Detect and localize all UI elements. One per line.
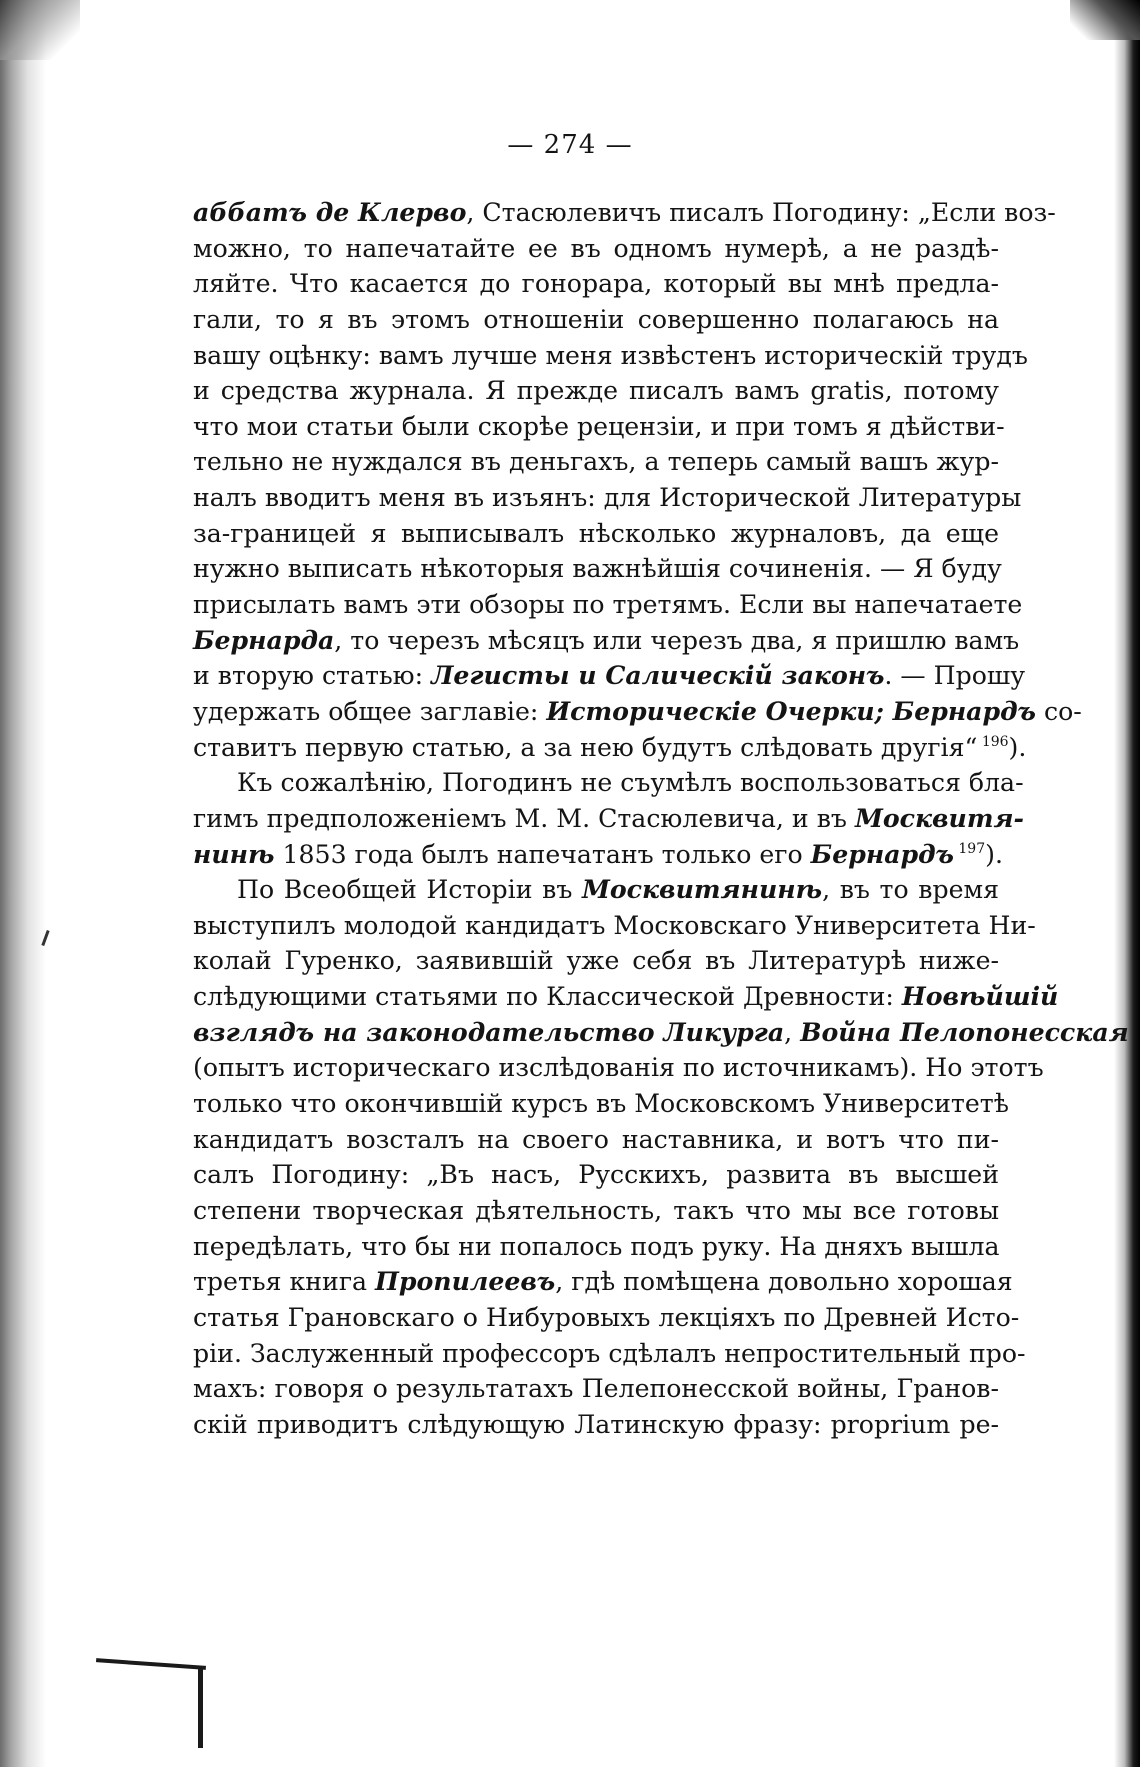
text-line — [193, 765, 1024, 801]
text-line — [193, 373, 999, 409]
text-run: Къ сожалѣнію, Погодинъ не съумѣлъ воспользоваться бла- — [237, 768, 1024, 798]
text-run: . — Прошу — [884, 661, 1026, 691]
text-run: только что окончившій курсъ въ Московскомъ Университетѣ — [193, 1089, 1009, 1119]
text-run: нужно выписать нѣкоторыя важнѣйшія сочиненія. — Я буду — [193, 554, 1002, 584]
text-line — [193, 623, 1020, 659]
scan-bottom-mark-tail — [198, 1668, 203, 1748]
text-line — [193, 266, 999, 302]
paragraph — [193, 872, 1129, 1442]
text-line — [193, 1086, 1009, 1122]
text-run: тельно не нуждался въ деньгахъ, а теперь самый вашъ жур- — [193, 447, 999, 477]
scan-right-edge-shadow — [1114, 0, 1140, 1767]
text-line — [193, 1371, 999, 1407]
text-line — [193, 1336, 1026, 1372]
text-run: колай Гуренко, заявившій уже себя въ Литературѣ ниже- — [193, 946, 999, 976]
text-line — [193, 837, 1003, 873]
paragraph — [193, 195, 1082, 765]
text-run: выступилъ молодой кандидатъ Московскаго Университета Ни- — [193, 910, 1036, 940]
scan-left-edge-shadow — [0, 0, 46, 1767]
text-run: слѣдующими статьями по Классической Древности: — [193, 982, 902, 1012]
text-run: третья книга — [193, 1267, 376, 1297]
text-line — [193, 338, 1028, 374]
text-run: , гдѣ помѣщена довольно хорошая — [555, 1267, 1013, 1297]
text-line — [193, 658, 1026, 694]
italic-title: Москвитя- — [854, 802, 1025, 833]
text-line — [193, 979, 1059, 1015]
text-run: можно, то напечатайте ее въ одномъ нумерѣ, а не раздѣ- — [193, 233, 999, 263]
text-run: ). — [1008, 732, 1027, 762]
text-run: ). — [985, 839, 1003, 869]
text-line — [193, 1264, 1013, 1300]
text-line — [193, 409, 1005, 445]
text-line — [193, 908, 1036, 944]
text-line — [193, 551, 1002, 587]
text-line — [193, 694, 1082, 730]
text-line — [193, 1122, 999, 1158]
text-line — [193, 302, 999, 338]
text-line — [193, 1229, 999, 1265]
text-run: , Стасюлевичъ писалъ Погодину: „Если воз- — [466, 198, 1056, 227]
text-line — [193, 195, 1056, 231]
text-run: статья Грановскаго о Нибуровыхъ лекціяхъ по Древней Исто- — [193, 1302, 1020, 1332]
italic-title: Москвитянинѣ — [581, 874, 823, 905]
text-line — [193, 1193, 999, 1229]
italic-title: аббатъ де Клерво — [193, 197, 467, 227]
text-line — [193, 1407, 999, 1443]
text-run: степени творческая дѣятельность, такъ что мы все готовы — [193, 1195, 999, 1225]
text-line — [193, 1015, 1129, 1051]
text-line — [193, 801, 1025, 837]
text-run: передѣлать, что бы ни попалось подъ руку. На дняхъ вышла — [193, 1231, 1000, 1261]
text-run: за-границей я выписывалъ нѣсколько журналовъ, да еще — [193, 518, 999, 548]
text-run: ставитъ первую статью, а за нею будутъ слѣдовать другія“ — [193, 732, 978, 762]
text-run: гали, то я въ этомъ отношеніи совершенно полагаюсь на — [193, 304, 999, 334]
text-run: и вторую статью: — [193, 661, 432, 691]
scan-bottom-mark — [96, 1658, 206, 1670]
text-run: вашу оцѣнку: вамъ лучше меня извѣстенъ историческій трудъ — [193, 340, 1028, 370]
paragraph — [193, 765, 1025, 872]
text-run: салъ Погодину: „Въ насъ, Русскихъ, развита въ высшей — [193, 1160, 999, 1190]
text-line — [193, 231, 999, 267]
text-run: По Всеобщей Исторіи въ — [237, 875, 582, 905]
text-run: , то черезъ мѣсяцъ или черезъ два, я пришлю вамъ — [334, 625, 1020, 655]
italic-title: нинѣ — [193, 838, 275, 869]
text-line — [193, 943, 999, 979]
scan-top-right-shadow — [1070, 0, 1140, 40]
scan-top-left-shadow — [0, 0, 80, 60]
italic-title: Пропилеевъ — [375, 1266, 556, 1297]
text-run: 1853 года былъ напечатанъ только его — [274, 839, 811, 869]
text-line — [193, 444, 999, 480]
footnote-ref: 196 — [977, 733, 1009, 750]
italic-title: Война Пелопонесская — [800, 1016, 1129, 1047]
text-run: удержать общее заглавіе: — [193, 696, 547, 726]
page-number: — 274 — — [507, 130, 633, 160]
text-run: гимъ предположеніемъ М. М. Стасюлевича, и въ — [193, 803, 855, 833]
italic-title: Бернарда — [193, 624, 335, 655]
italic-title: Легисты и Салическій законъ — [431, 660, 885, 691]
text-line — [193, 516, 999, 552]
italic-title: взглядъ на законодательство Ликурга — [193, 1016, 785, 1047]
footnote-ref: 197 — [953, 840, 986, 857]
text-run: (опытъ историческаго изслѣдованія по источникамъ). Но этотъ — [193, 1053, 1044, 1083]
text-run: и средства журнала. Я прежде писалъ вамъ gratis, потому — [193, 376, 999, 406]
text-run: , — [784, 1017, 801, 1047]
text-line — [193, 1300, 1020, 1336]
text-run: со- — [1035, 696, 1082, 726]
italic-title: Новѣйшій — [901, 981, 1059, 1012]
text-run: , въ то время — [822, 875, 999, 905]
text-run: скій приводитъ слѣдующую Латинскую фразу: proprium ре- — [193, 1409, 999, 1439]
text-run: что мои статьи были скорѣе рецензіи, и при томъ я дѣйстви- — [193, 411, 1005, 441]
text-line — [193, 872, 999, 908]
text-line — [193, 1050, 1044, 1086]
text-run: присылать вамъ эти обзоры по третямъ. Если вы напечатаете — [193, 590, 1023, 620]
text-run: ляйте. Что касается до гонорара, который вы мнѣ предла- — [193, 269, 999, 299]
italic-title: Бернардъ — [810, 838, 954, 869]
text-line — [193, 730, 1027, 766]
text-line — [193, 480, 1022, 516]
text-run: налъ вводитъ меня въ изъянъ: для Исторической Литературы — [193, 483, 1022, 513]
text-line — [193, 1157, 999, 1193]
text-run: кандидатъ возсталъ на своего наставника, и вотъ что пи- — [193, 1124, 999, 1154]
text-run: ріи. Заслуженный профессоръ сдѣлалъ непростительный про- — [193, 1338, 1026, 1368]
italic-title: Историческіе Очерки; Бернардъ — [546, 695, 1036, 726]
text-line — [193, 587, 1023, 623]
body-text — [193, 195, 1129, 1442]
text-run: махъ: говоря о результатахъ Пелепонесской войны, Гранов- — [193, 1374, 999, 1404]
